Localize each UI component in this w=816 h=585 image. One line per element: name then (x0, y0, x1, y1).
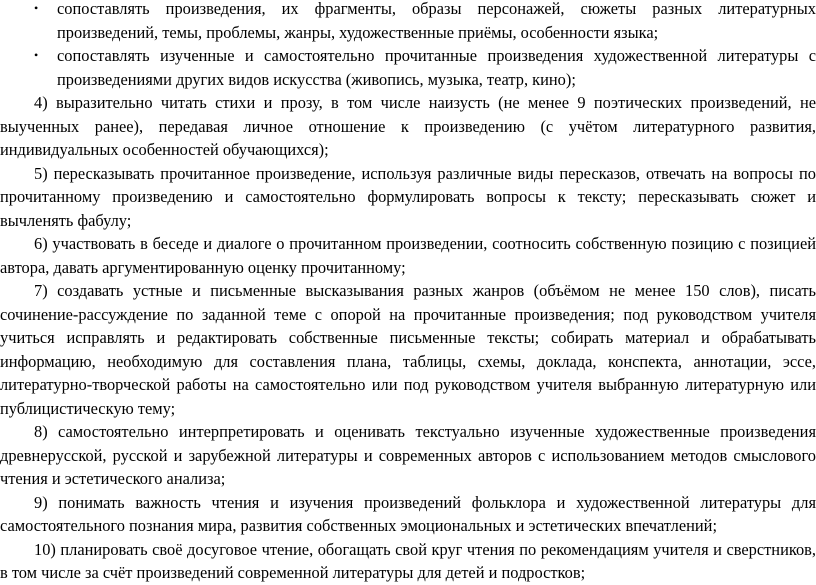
bullet-icon: • (34, 48, 39, 62)
bullet-icon: • (34, 1, 39, 15)
bullet-item (0, 0, 816, 44)
paragraph-item-5: 5) пересказывать прочитанное произведение, используя различные виды пересказов, отвечать на вопросы по прочитанному произведению и самостоятельно формулировать вопросы к тексту; пересказывать сюжет и вычленять фабулу; (0, 163, 816, 230)
paragraph-item-6: 6) участвовать в беседе и диалоге о прочитанном произведении, соотносить собственную позицию с позицией автора, давать аргументированную оценку прочитанному; (0, 234, 816, 277)
bullet-text: сопоставлять изученные и самостоятельно прочитанные произведения художественной литературы с произведениями других видов искусства (живопись, музыка, театр, кино); (57, 46, 816, 89)
bullet-list (0, 0, 816, 91)
bullet-text: сопоставлять произведения, их фрагменты, образы персонажей, сюжеты разных литературных произведений, темы, проблемы, жанры, художественные приёмы, особенности языка; (57, 0, 816, 42)
paragraph-item-8: 8) самостоятельно интерпретировать и оценивать текстуально изученные художественные произведения древнерусской, русской и зарубежной литературы и современных авторов с использованием методов смыслового чтения и эстетического анализа; (0, 422, 816, 488)
paragraph-item-7: 7) создавать устные и письменные высказывания разных жанров (объёмом не менее 150 слов), писать сочинение-рассуждение по заданной теме с опорой на прочитанные произведения; под руководством учителя учиться исправлять и редактировать собственные письменные тексты; собирать материал и обрабатывать информацию, необходимую для составления плана, таблицы, схемы, доклада, конспекта, аннотации, эссе, литературно-творческой работы на самостоятельно или под руководством учителя выбранную литературную или публицистическую тему; (0, 281, 816, 418)
paragraph-item-4: 4) выразительно читать стихи и прозу, в том числе наизусть (не менее 9 поэтических произведений, не выученных ранее), передавая личное отношение к произведению (с учётом литературного развития, индивидуальных особенностей обучающихся); (0, 93, 816, 159)
paragraph-item-10: 10) планировать своё досуговое чтение, обогащать свой круг чтения по рекомендациям учителя и сверстников, в том числе за счёт произведений современной литературы для детей и подростков; (0, 539, 816, 582)
bullet-item (0, 44, 816, 91)
paragraph-item-9: 9) понимать важность чтения и изучения произведений фольклора и художественной литературы для самостоятельного познания мира, развития собственных эмоциональных и эстетических впечатлений; (0, 492, 816, 535)
